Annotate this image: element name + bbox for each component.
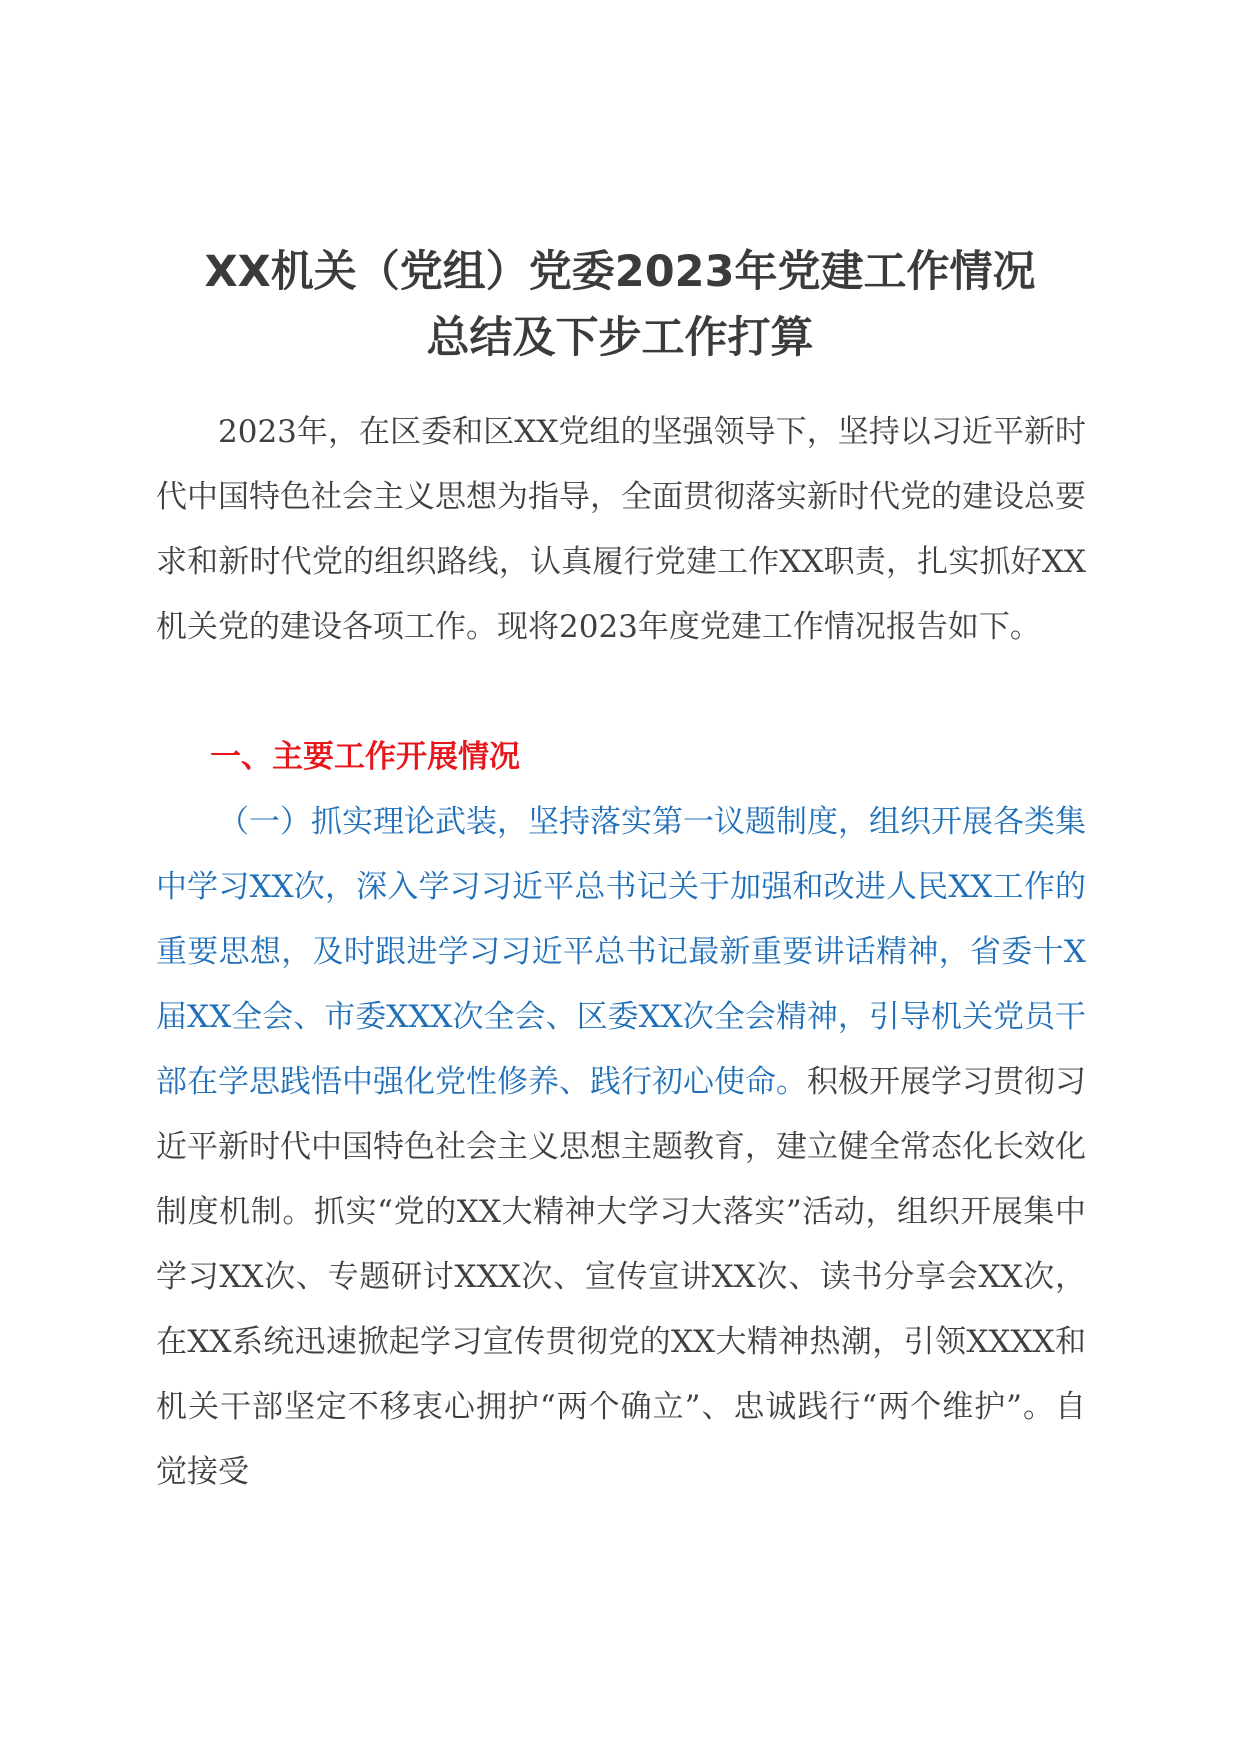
document-title-line2: 总结及下步工作打算 (426, 313, 814, 363)
section-heading: 一、主要工作开展情况 (210, 739, 520, 775)
intro-paragraph: 2023年，在区委和区XX党组的坚强领导下，坚持以习近平新时代中国特色社会主义思想为指导，全面贯彻落实新时代党的建设总要求和新时代党的组织路线，认真履行党建工作XX职责，扎实抓好XX机关党的建设各项工作。现将2023年度党建工作情况报告如下。 (156, 414, 1086, 645)
highlighted-text: （一）抓实理论武装，坚持落实第一议题制度，组织开展各类集中学习XX次，深入学习习近平总书记关于加强和改进人民XX工作的重要思想，及时跟进学习习近平总书记最新重要讲话精神，省委十X届XX全会、市委XXX次全会、区委XX次全会精神，引导机关党员干部在学思践悟中强化党性修养、践行初心使命。 (156, 804, 1086, 1100)
section1-paragraph (156, 790, 1086, 1505)
document-title-line1: XX机关（党组）党委2023年党建工作情况 (204, 247, 1036, 297)
body-text-continuation: 积极开展学习贯彻习近平新时代中国特色社会主义思想主题教育，建立健全常态化长效化制度机制。抓实“党的XX大精神大学习大落实”活动，组织开展集中学习XX次、专题研讨XXX次、宣传宣讲XX次、读书分享会XX次，在XX系统迅速掀起学习宣传贯彻党的XX大精神热潮，引领XXXX和机关干部坚定不移衷心拥护“两个确立”、忠诚践行“两个维护”。自觉接受 (156, 1064, 1086, 1490)
